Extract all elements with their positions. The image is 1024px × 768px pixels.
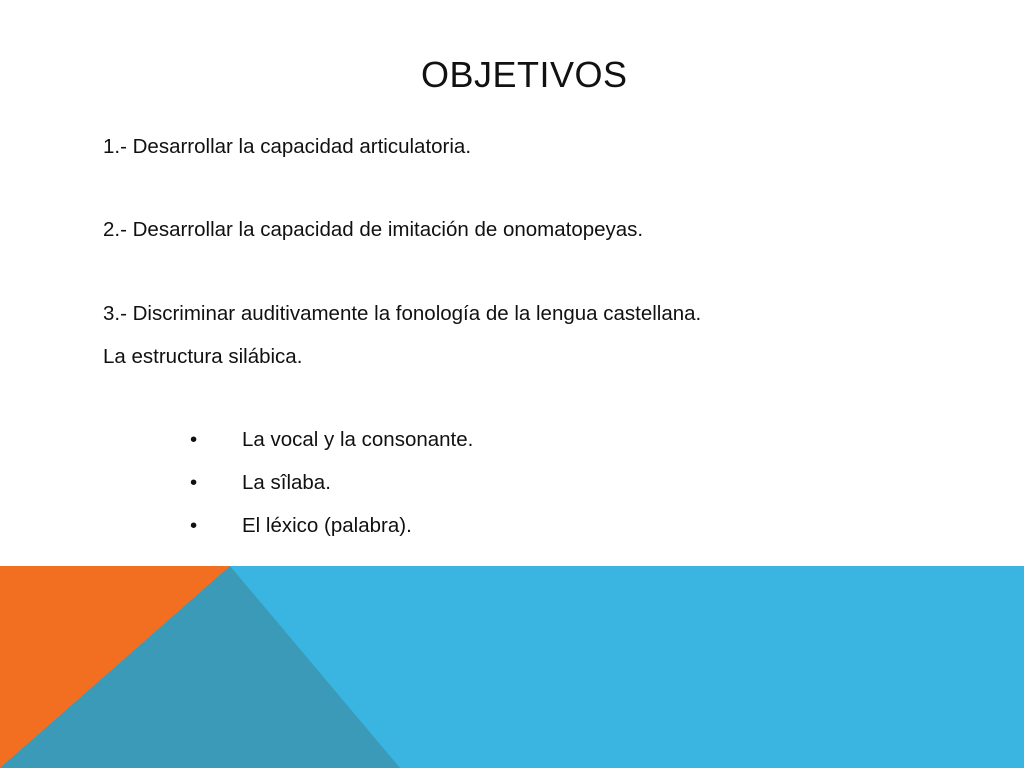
list-item [190, 513, 412, 539]
bullet-icon: • [190, 471, 198, 494]
objective-1: 1.- Desarrollar la capacidad articulatoria. [103, 135, 472, 158]
bullet-icon: • [190, 428, 198, 451]
subheading: La estructura silábica. [103, 345, 303, 368]
slide-title: OBJETIVOS [421, 54, 628, 95]
objective-2: 2.- Desarrollar la capacidad de imitación de onomatopeyas. [103, 218, 644, 241]
objective-3: 3.- Discriminar auditivamente la fonología de la lengua castellana. [103, 302, 702, 325]
list-item-text: La vocal y la consonante. [242, 428, 474, 451]
bullet-icon: • [190, 514, 198, 537]
list-item-text: El léxico (palabra). [242, 514, 412, 537]
list-item [190, 427, 473, 453]
list-item-text: La sîlaba. [242, 471, 331, 494]
decorative-color-band [0, 566, 1024, 768]
list-item [190, 470, 331, 496]
